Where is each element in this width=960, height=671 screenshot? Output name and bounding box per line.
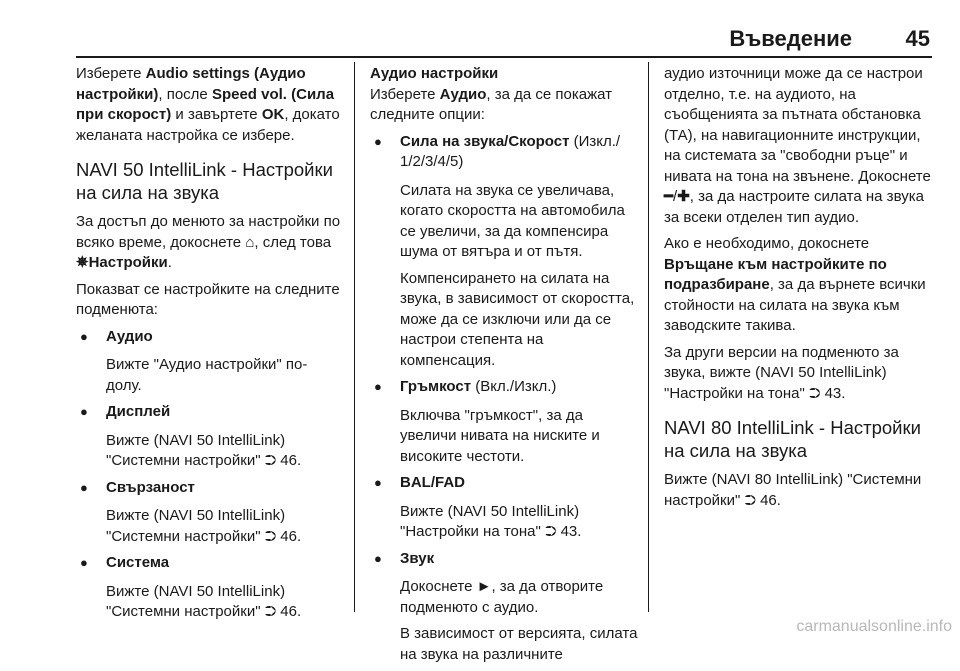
column-3 xyxy=(664,64,940,517)
list-item-text: Вижте (NAVI 50 IntelliLink) "Настройки на тона" ⮊ 43. xyxy=(400,502,582,540)
list-item-text: Включва "гръмкост", за да увеличи нивата на ниските и високите честоти. xyxy=(400,406,600,465)
minus-icon: ━ xyxy=(664,188,674,205)
section-heading-navi50: NAVI 50 IntelliLink - Настройки на сила на звука xyxy=(76,159,333,203)
list-item-text: Вижте (NAVI 50 IntelliLink) "Системни настройки" ⮊ 46. xyxy=(106,507,302,545)
page-ref-icon: ⮊ xyxy=(744,491,756,509)
play-icon: ► xyxy=(476,578,492,595)
paragraph: Вижте (NAVI 80 IntelliLink) "Системни настройки" ⮊ 46. xyxy=(664,471,922,509)
column-2 xyxy=(370,64,642,671)
list-item: ● Сила на звука/Скорост (Изкл./ 1/2/3/4/5) xyxy=(370,132,642,173)
audio-intro: Изберете Аудио, за да се покажат следните опции: xyxy=(370,85,612,123)
page-ref-icon: ⮊ xyxy=(264,452,277,469)
list-item-text: В зависимост от версията, силата на звука на различните xyxy=(400,625,638,663)
page-ref-icon: ⮊ xyxy=(809,384,821,402)
page-ref-icon: ⮊ xyxy=(264,603,277,620)
page-header xyxy=(0,0,960,60)
column-divider xyxy=(648,62,649,612)
list-item-text: Вижте "Аудио настройки" по-долу. xyxy=(106,356,308,394)
page-section-title: Въведение xyxy=(729,26,852,51)
paragraph: аудио източници може да се настрои отделно, т.е. на аудиото, на съобщенията за пътната обстановка (ТА), на навигационните инструкции, на системата за "свободни ръце" и нивата на тона на звънене. Докоснете ━/✚, за да настроите силата на звука за всеки отделен тип аудио. xyxy=(664,65,931,226)
home-icon: ⌂ xyxy=(245,233,255,251)
list-item: ● Аудио xyxy=(76,327,342,348)
submenus-intro: Показват се настройките на следните подменюта: xyxy=(76,280,340,318)
list-item: ● Гръмкост (Вкл./Изкл.) xyxy=(370,377,642,398)
list-item-text: Докоснете ►, за да отворите подменюто с аудио. xyxy=(400,578,604,616)
list-item-text: Компенсирането на силата на звука, в зависимост от скоростта, може да се изключи или да се настрои степента на компенсация. xyxy=(400,269,635,369)
section-heading-navi80: NAVI 80 IntelliLink - Настройки на сила на звука xyxy=(664,417,921,461)
column-divider xyxy=(354,62,355,612)
list-item: ● Свързаност xyxy=(76,478,342,499)
list-item: ● Звук xyxy=(370,549,642,570)
watermark: carmanualsonline.info xyxy=(796,618,952,635)
access-paragraph: За достъп до менюто за настройки по всяко време, докоснете ⌂, след това ✵Настройки. xyxy=(76,213,341,271)
intro-paragraph: Изберете Audio settings (Аудио настройки), после Speed vol. (Сила при скорост) и завъртете OK, докато желаната настройка се избере. xyxy=(76,65,340,144)
list-item-text: Вижте (NAVI 50 IntelliLink) "Системни настройки" ⮊ 46. xyxy=(106,582,302,620)
settings-icon: ✵ xyxy=(76,254,89,271)
plus-icon: ✚ xyxy=(677,188,690,205)
list-item: ● BAL/FAD xyxy=(370,473,642,494)
list-item: ● Система xyxy=(76,553,342,574)
page-ref-icon: ⮊ xyxy=(545,523,557,540)
list-item-text: Силата на звука се увеличава, когато скоростта на автомобила се увеличи, за да компенсира шума от вятъра и от пътя. xyxy=(400,181,625,260)
paragraph: За други версии на подменюто за звука, вижте (NAVI 50 IntelliLink) "Настройки на тона" ⮊ 43. xyxy=(664,343,899,402)
page-ref-icon: ⮊ xyxy=(264,527,277,545)
list-item: ● Дисплей xyxy=(76,402,342,423)
column-1 xyxy=(76,64,342,629)
header-rule xyxy=(76,56,932,58)
page-number: 45 xyxy=(905,26,930,51)
list-item-text: Вижте (NAVI 50 IntelliLink) "Системни настройки" ⮊ 46. xyxy=(106,431,302,469)
paragraph: Ако е необходимо, докоснете Връщане към настройките по подразбиране, за да върнете всички стойности на силата на звука към заводските такива. xyxy=(664,235,926,334)
subheading-audio-settings: Аудио настройки xyxy=(370,65,499,82)
